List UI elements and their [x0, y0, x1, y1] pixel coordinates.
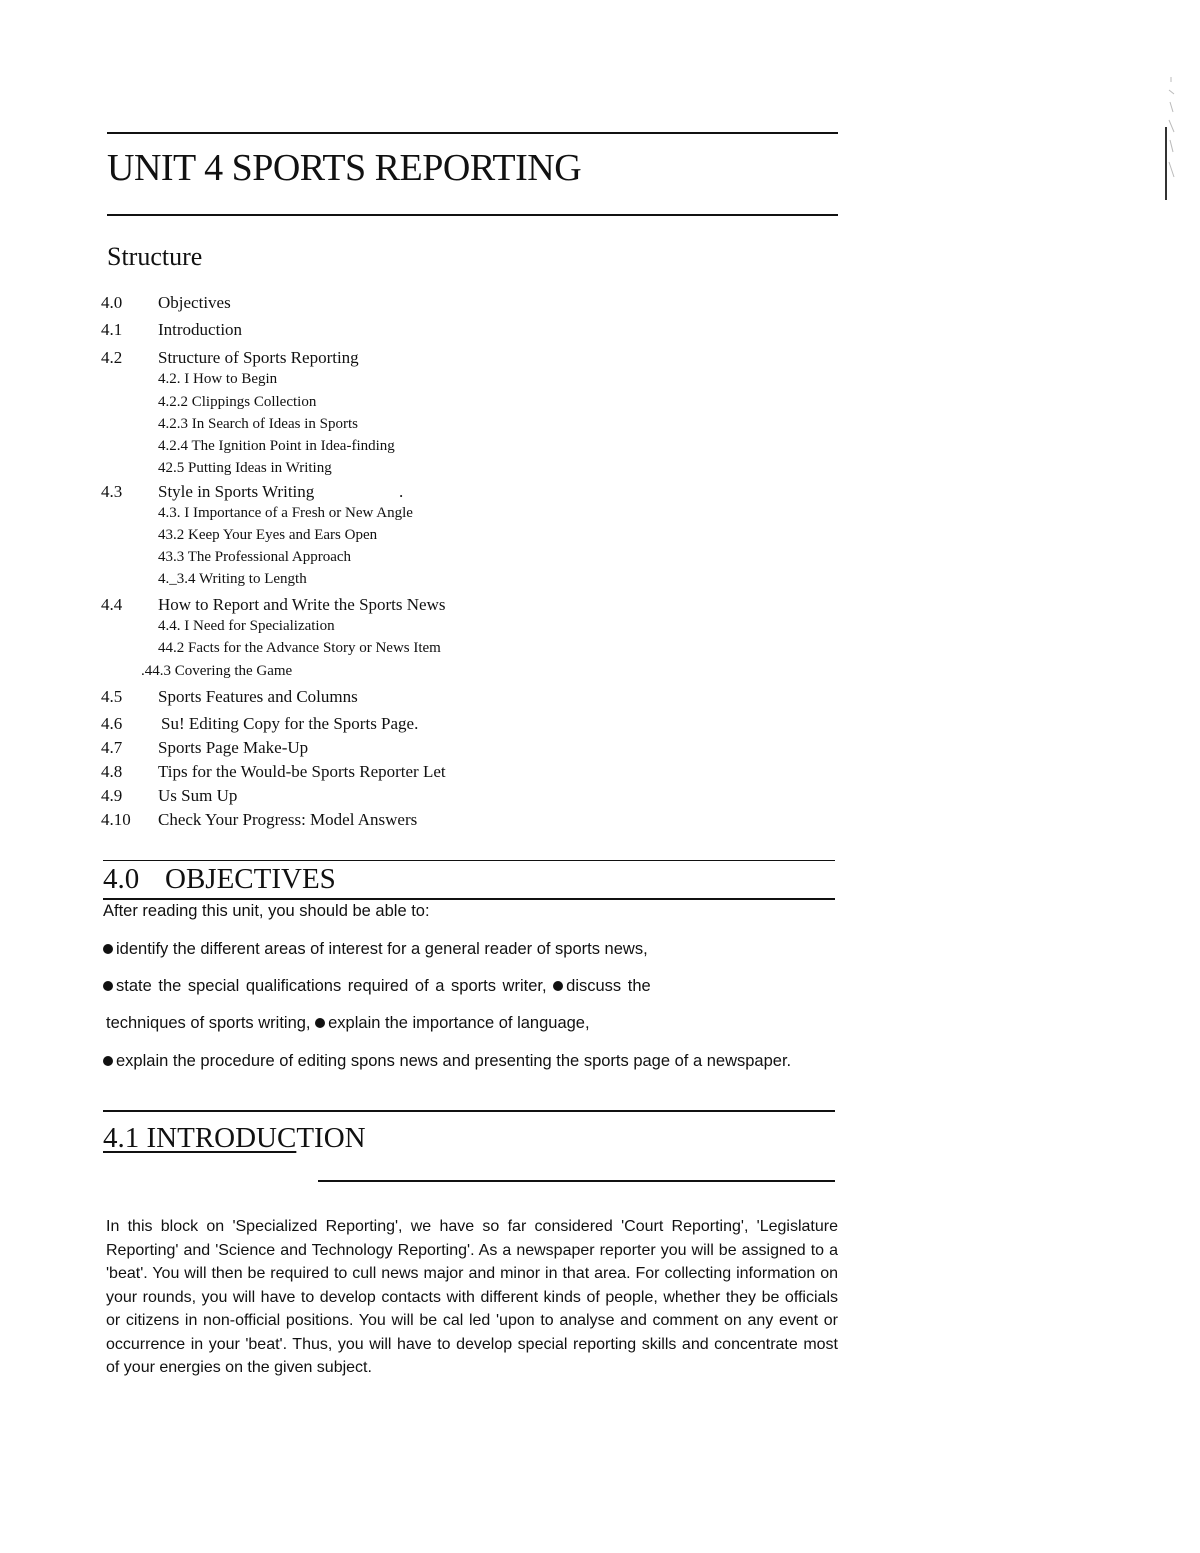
toc-number: 4.10 — [101, 810, 131, 829]
toc-number: 4.0 — [101, 293, 123, 312]
toc-subentry: 43.3 The Professional Approach — [158, 549, 352, 565]
toc-number: 4.5 — [101, 687, 123, 706]
toc-number: 4.4 — [101, 595, 123, 614]
toc-subentry: 4.2.4 The Ignition Point in Idea-finding — [158, 438, 395, 454]
toc-subentry: .44.3 Covering the Game — [141, 663, 293, 679]
toc-label: Sports Features and Columns — [158, 687, 358, 706]
toc-label: Tips for the Would-be Sports Reporter Let — [158, 762, 446, 781]
toc-label: Introduction — [158, 320, 243, 339]
toc-number: 4.3 — [101, 482, 123, 501]
objectives-bottom-rule — [103, 898, 835, 900]
toc-trailing-mark: . — [399, 482, 404, 501]
toc-number: 4.8 — [101, 762, 123, 781]
toc-label: Su! Editing Copy for the Sports Page. — [161, 714, 419, 733]
toc-label: Objectives — [158, 293, 231, 312]
objectives-intro: After reading this unit, you should be able to: — [103, 902, 430, 920]
toc-label: Check Your Progress: Model Answers — [158, 810, 418, 829]
toc-label: Sports Page Make-Up — [158, 738, 309, 757]
toc-subentry: 4._3.4 Writing to Length — [158, 571, 307, 587]
margin-stamp — [1163, 72, 1177, 202]
bullet-icon — [103, 944, 113, 954]
toc-label: Structure of Sports Reporting — [158, 348, 359, 367]
toc-subentry: 4.4. I Need for Specialization — [158, 618, 335, 634]
unit-title: UNIT 4 SPORTS REPORTING — [107, 147, 582, 189]
toc-label: Us Sum Up — [158, 786, 238, 805]
toc-number: 4.2 — [101, 348, 123, 367]
bullet-icon — [103, 981, 113, 991]
introduction-top-rule — [103, 1110, 835, 1112]
objective-item: explain the procedure of editing spons news and presenting the sports page of a newspaper. — [103, 1052, 791, 1071]
toc-number: 4.1 — [101, 320, 123, 339]
section-title: OBJECTIVES — [165, 863, 336, 895]
toc-subentry: 4.2.2 Clippings Collection — [158, 394, 317, 410]
objective-item: techniques of sports writing, explain the importance of language, — [106, 1014, 590, 1032]
bullet-icon — [315, 1018, 325, 1028]
toc-subentry: 44.2 Facts for the Advance Story or News Item — [158, 640, 441, 656]
title-top-rule — [107, 132, 838, 134]
introduction-paragraph: In this block on 'Specialized Reporting', we have so far considered 'Court Reporting', 'Legislature Reporting' and 'Science and Technology Reporting'. As a newspaper reporter you will be assigned to a 'beat'. You will then be required to cull news major and minor in that area. For collecting information on your rounds, you will have to develop contacts with different kinds of people, whether they be officials or citizens in non-official positions. You will be cal led 'upon to analyse and comment on any event or occurrence in your 'beat'. Thus, you will have to develop special reporting skills and concentrate most of your energies on the given subject. — [106, 1218, 838, 1376]
objectives-top-rule — [103, 860, 835, 861]
objective-item: identify the different areas of interest for a general reader of sports news, — [103, 940, 648, 959]
section-number: 4.0 — [103, 863, 140, 895]
introduction-bottom-rule — [318, 1180, 835, 1182]
toc-subentry: 4.3. I Importance of a Fresh or New Angle — [158, 505, 413, 521]
toc-number: 4.6 — [101, 714, 123, 733]
objective-item: state the special qualifications required of a sports writer, discuss the — [103, 977, 651, 996]
toc-number: 4.9 — [101, 786, 123, 805]
toc-label: Style in Sports Writing — [158, 482, 315, 501]
toc-subentry: 42.5 Putting Ideas in Writing — [158, 460, 332, 476]
objectives-heading — [103, 863, 336, 896]
bullet-icon — [553, 981, 563, 991]
structure-heading: Structure — [107, 242, 203, 271]
introduction-heading: 4.1 INTRODUCTION — [103, 1122, 366, 1154]
toc-subentry: 4.2.3 In Search of Ideas in Sports — [158, 416, 358, 432]
toc-subentry: 4.2. I How to Begin — [158, 371, 278, 387]
bullet-icon — [103, 1056, 113, 1066]
toc-label: How to Report and Write the Sports News — [158, 595, 446, 614]
toc-subentry: 43.2 Keep Your Eyes and Ears Open — [158, 527, 378, 543]
toc-number: 4.7 — [101, 738, 123, 757]
title-bottom-rule — [107, 214, 838, 216]
